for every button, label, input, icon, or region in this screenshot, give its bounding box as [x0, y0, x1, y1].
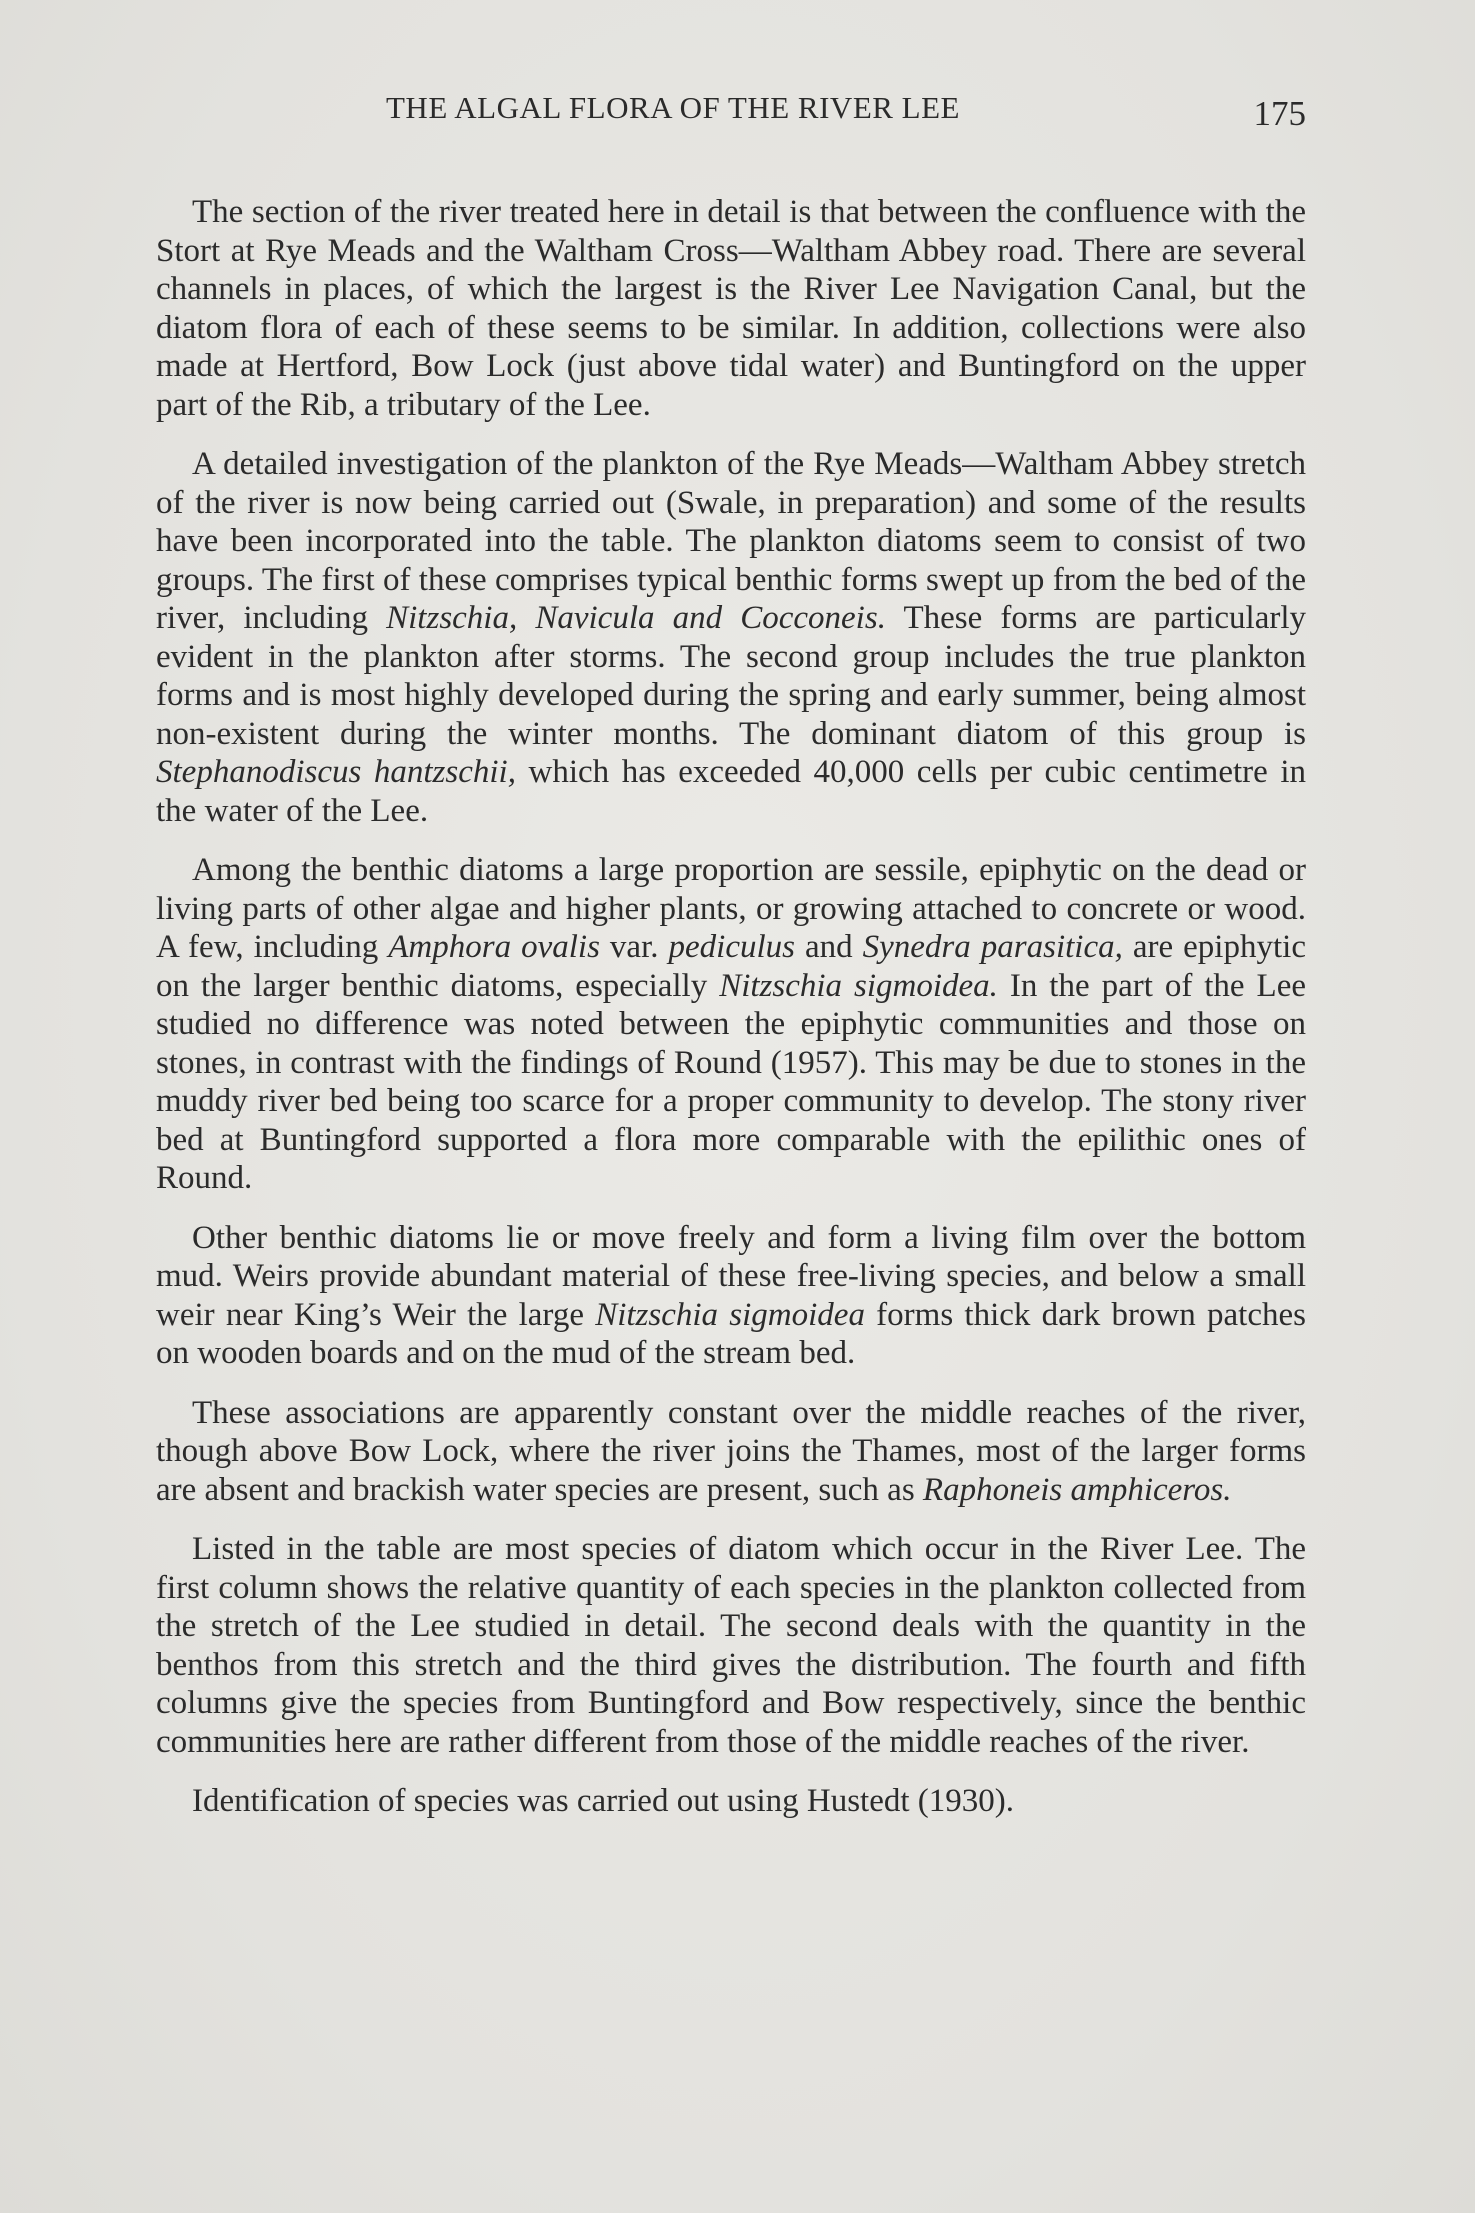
italic-taxon-text: Synedra parasitica, [862, 929, 1123, 965]
italic-taxon-text: Nitzschia sigmoidea. [719, 967, 998, 1004]
paragraph-text: Other benthic diatoms lie or move freely and form a living film over the bottom mud. Weirs provide abundant material of these free-living species, and below a small weir near King’s Weir the large [156, 1219, 1306, 1333]
paragraph-1 [156, 193, 1306, 424]
italic-taxon-text: Stephanodiscus hantzschii, [156, 754, 516, 790]
body-text [156, 193, 1306, 1842]
paragraph-5 [156, 1394, 1306, 1510]
paragraph-text: In the part of the Lee studied no difference was noted between the epiphytic communities and those on stones, in contrast with the findings of Round (1957). This may be due to stones in the muddy river bed being too scarce for a proper community to develop. The stony river bed at Buntingford supported a flora more comparable with the epilithic ones of Round. [156, 967, 1306, 1196]
italic-taxon-text: Raphoneis amphiceros. [922, 1471, 1232, 1508]
paragraph-text: var. [599, 929, 669, 965]
paragraph-text: Among the benthic diatoms a large proportion are sessile, epiphytic on the dead or living parts of other algae and higher plants, or growing attached to concrete or wood. A few, including [156, 852, 1306, 965]
italic-taxon-text: pediculus [668, 929, 795, 965]
paragraph-text: These forms are particularly evident in the plankton after storms. The second group includes the true plankton forms and is most highly developed during the spring and early summer, being almost non-existent during the winter months. The dominant diatom of this group is [156, 600, 1307, 752]
paragraph-6 [156, 1530, 1306, 1761]
paragraph-text: and [794, 929, 863, 965]
paragraph-text: forms thick dark brown patches on wooden boards and on the mud of the stream bed. [156, 1296, 1306, 1371]
paragraph-text: The section of the river treated here in detail is that between the confluence with the Stort at Rye Meads and the Waltham Cross—Waltham Abbey road. There are several channels in places, of which the largest is the River Lee Navigation Canal, but the diatom flora of each of these seems to be similar. In addition, collections were also made at Hertford, Bow Lock (just above tidal water) and Buntingford on the upper part of the Rib, a tributary of the Lee. [156, 194, 1306, 423]
running-head [156, 90, 1306, 140]
paragraph-text: Identification of species was carried out using Hustedt (1930). [192, 1783, 1015, 1819]
paragraph-text: which has exceeded 40,000 cells per cubic centimetre in the water of the Lee. [156, 754, 1306, 829]
paragraph-4 [156, 1219, 1306, 1373]
paragraph-text: Listed in the table are most species of diatom which occur in the River Lee. The first column shows the relative quantity of each species in the plankton collected from the stretch of the Lee studied in detail. The second deals with the quantity in the benthos from this stretch and the third gives the distribution. The fourth and fifth columns give the species from Buntingford and Bow respectively, since the benthic communities here are rather different from those of the middle reaches of the river. [156, 1531, 1306, 1760]
paragraph-3 [156, 851, 1306, 1198]
italic-taxon-text: Amphora ovalis [388, 929, 600, 965]
paragraph-text: These associations are apparently constant over the middle reaches of the river, though above Bow Lock, where the river joins the Thames, most of the larger forms are absent and brackish water species are present, such as [156, 1394, 1306, 1508]
italic-taxon-text: Nitzschia, Navicula and Cocconeis. [386, 600, 886, 636]
paragraph-text: are epiphytic on the larger benthic diatoms, especially [156, 929, 1306, 1004]
running-title: THE ALGAL FLORA OF THE RIVER LEE [386, 90, 960, 125]
paragraph-2 [156, 445, 1306, 830]
page-number: 175 [1253, 94, 1306, 133]
paragraph-text: A detailed investigation of the plankton of the Rye Meads—Waltham Abbey stretch of the river is now being carried out (Swale, in preparation) and some of the results have been incorporated into the table. The plankton diatoms seem to consist of two groups. The first of these comprises typical benthic forms swept up from the bed of the river, including [156, 446, 1306, 636]
paragraph-7 [156, 1782, 1306, 1821]
italic-taxon-text: Nitzschia sigmoidea [595, 1296, 865, 1333]
